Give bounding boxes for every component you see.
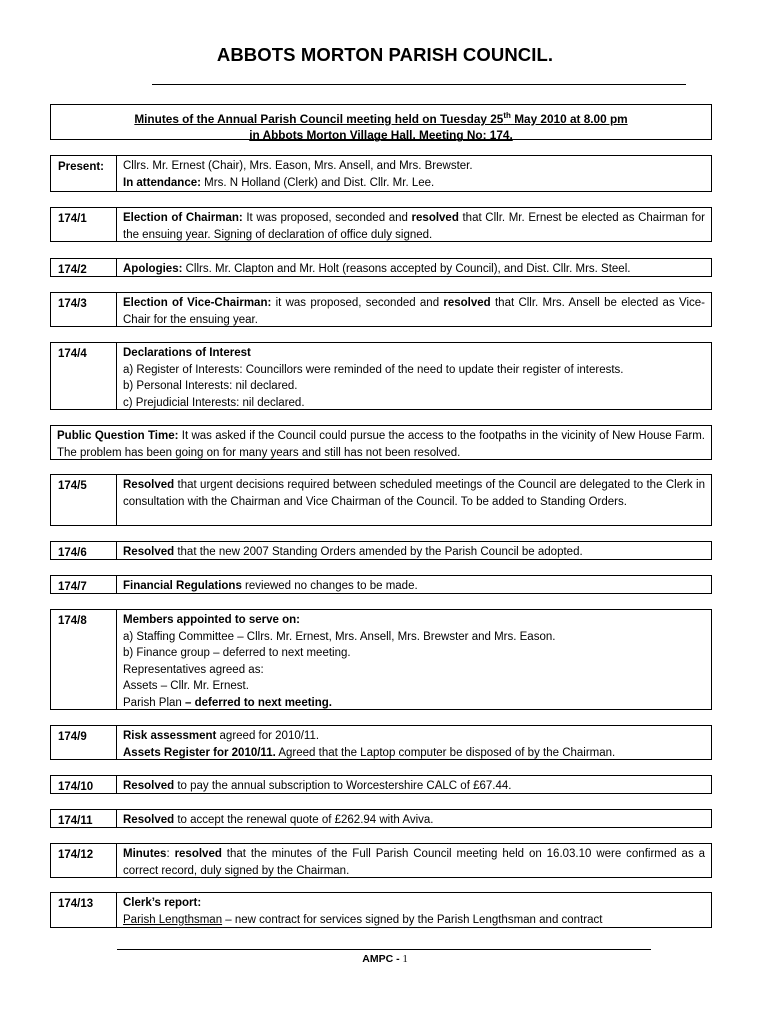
present-row [50,155,712,192]
item-content [117,810,711,827]
heading-line1-a: Minutes of the Annual Parish Council meeting held on Tuesday 25 [134,111,504,126]
public-question-time [50,425,712,460]
item-174-3 [50,292,712,327]
item-number: 174/9 [51,726,117,759]
item-number: 174/5 [51,475,117,525]
page-footer [0,953,770,965]
item-bold-1: Risk assessment [123,730,217,742]
present-line1: Cllrs. Mr. Ernest (Chair), Mrs. Eason, Mrs. Ansell, and Mrs. Brewster. [123,160,473,172]
item-content [117,726,711,759]
item-number: 174/3 [51,293,117,326]
item-number: 174/13 [51,893,117,927]
item-line-c: Representatives agreed as: [123,663,264,676]
item-content [117,542,711,559]
item-line-e-bold: – deferred to next meeting. [185,696,332,709]
heading-line1-sup: th [503,111,511,120]
item-text-1: that the new 2007 Standing Orders amended by the Parish Council be adopted. [174,546,583,558]
item-content [117,610,711,709]
present-content [117,156,711,191]
item-bold-1: Resolved [123,479,175,491]
item-text-1: it was proposed, seconded and [271,297,444,309]
item-bold-1: Election of Vice-Chairman: [123,297,272,309]
item-text-1: to accept the renewal quote of £262.94 with Aviva. [174,814,434,826]
item-174-7 [50,575,712,594]
item-line-c: c) Prejudicial Interests: nil declared. [123,396,305,409]
item-content [117,844,711,877]
item-content [117,293,711,326]
item-underlined-1: Parish Lengthsman [123,913,223,926]
heading-line1-b: May 2010 at 8.00 pm [510,111,628,126]
item-174-1 [50,207,712,242]
item-bold-1: Election of Chairman: [123,212,243,224]
item-bold-1: Resolved [123,814,175,826]
item-bold-1: Financial Regulations [123,580,242,592]
item-text-2: that Cllr. Mr. Ernest be elected as Chairman for the ensuing year. Signing of declaration of office duly signed. [123,212,705,241]
item-174-2 [50,258,712,277]
attendance-label: In attendance: [123,176,201,189]
item-174-5 [50,474,712,526]
item-bold-1: Members appointed to serve on: [123,614,301,626]
page-number: 1 [402,954,408,965]
item-bold-1: Resolved [123,780,175,792]
item-number: 174/12 [51,844,117,877]
item-content [117,576,711,593]
item-bold-1: Clerk’s report: [123,897,202,909]
item-bold-2: resolved [174,848,222,860]
item-number: 174/4 [51,343,117,409]
present-label: Present: [51,156,117,191]
item-bold-2: resolved [411,212,459,224]
item-text-2: Agreed that the Laptop computer be disposed of by the Chairman. [275,746,616,759]
item-content [117,776,711,793]
item-number: 174/1 [51,208,117,241]
item-line-e: Parish Plan [123,696,186,709]
attendance-text: Mrs. N Holland (Clerk) and Dist. Cllr. Mr. Lee. [200,176,435,189]
item-content [117,893,711,927]
item-content [117,208,711,241]
item-number: 174/6 [51,542,117,559]
minutes-heading-box [50,104,712,143]
item-line-b: b) Personal Interests: nil declared. [123,380,298,392]
item-bold-1: Declarations of Interest [123,347,251,359]
item-text-1: that urgent decisions required between scheduled meetings of the Council are delegated to the Clerk in consultation with the Chairman and Vice Chairman of the Council. To be added to Standing Orders. [123,479,705,508]
item-number: 174/7 [51,576,117,593]
footer-label: AMPC - [362,953,403,965]
item-line-b: b) Finance group – deferred to next meeting. [123,647,351,659]
pqt-text: It was asked if the Council could pursue the access to the footpaths in the vicinity of New House Farm. The problem has been going on for many years and still has not been resolved. [57,430,705,459]
heading-line2: in Abbots Morton Village Hall. Meeting No: 174. [249,128,513,143]
item-content [117,259,711,276]
item-text-1: Cllrs. Mr. Clapton and Mr. Holt (reasons accepted by Council), and Dist. Cllr. Mrs. Steel. [182,263,631,275]
item-text-1: agreed for 2010/11. [216,730,320,742]
item-bold-2: Assets Register for 2010/11. [123,746,276,759]
pqt-content [51,426,711,463]
item-text-1: to pay the annual subscription to Worcestershire CALC of £67.44. [174,780,512,792]
item-number: 174/8 [51,610,117,709]
item-174-8 [50,609,712,710]
item-174-6 [50,541,712,560]
footer-rule [117,949,651,950]
item-174-9 [50,725,712,760]
item-174-10 [50,775,712,794]
item-bold-1: Apologies: [123,263,183,275]
item-bold-2: resolved [443,297,491,309]
item-174-11 [50,809,712,828]
item-number: 174/2 [51,259,117,276]
item-text-1: reviewed no changes to be made. [241,580,418,592]
item-174-12 [50,843,712,878]
item-content [117,475,711,525]
item-line-a: a) Register of Interests: Councillors were reminded of the need to update their register of interests. [123,363,624,376]
item-bold-1: Minutes [123,848,167,860]
item-text-1: – new contract for services signed by the Parish Lengthsman and contract [222,913,603,926]
item-bold-1: Resolved [123,546,175,558]
item-text-2: that the minutes of the Full Parish Council meeting held on 16.03.10 were confirmed as a correct record, duly signed by the Chairman. [123,848,705,877]
pqt-label: Public Question Time: [57,430,179,442]
item-text-1: : [166,848,175,860]
document-title: ABBOTS MORTON PARISH COUNCIL. [216,44,554,65]
item-line-d: Assets – Cllr. Mr. Ernest. [123,680,249,692]
item-line-a: a) Staffing Committee – Cllrs. Mr. Ernest, Mrs. Ansell, Mrs. Brewster and Mrs. Eason. [123,630,556,643]
item-text-2: that Cllr. Mrs. Ansell be elected as Vice-Chair for the ensuing year. [123,297,705,326]
item-content [117,343,711,409]
minutes-heading [51,105,711,147]
item-number: 174/11 [51,810,117,827]
item-text-1: It was proposed, seconded and [242,212,412,224]
item-174-4 [50,342,712,410]
item-number: 174/10 [51,776,117,793]
title-rule [152,84,686,85]
item-174-13 [50,892,712,928]
